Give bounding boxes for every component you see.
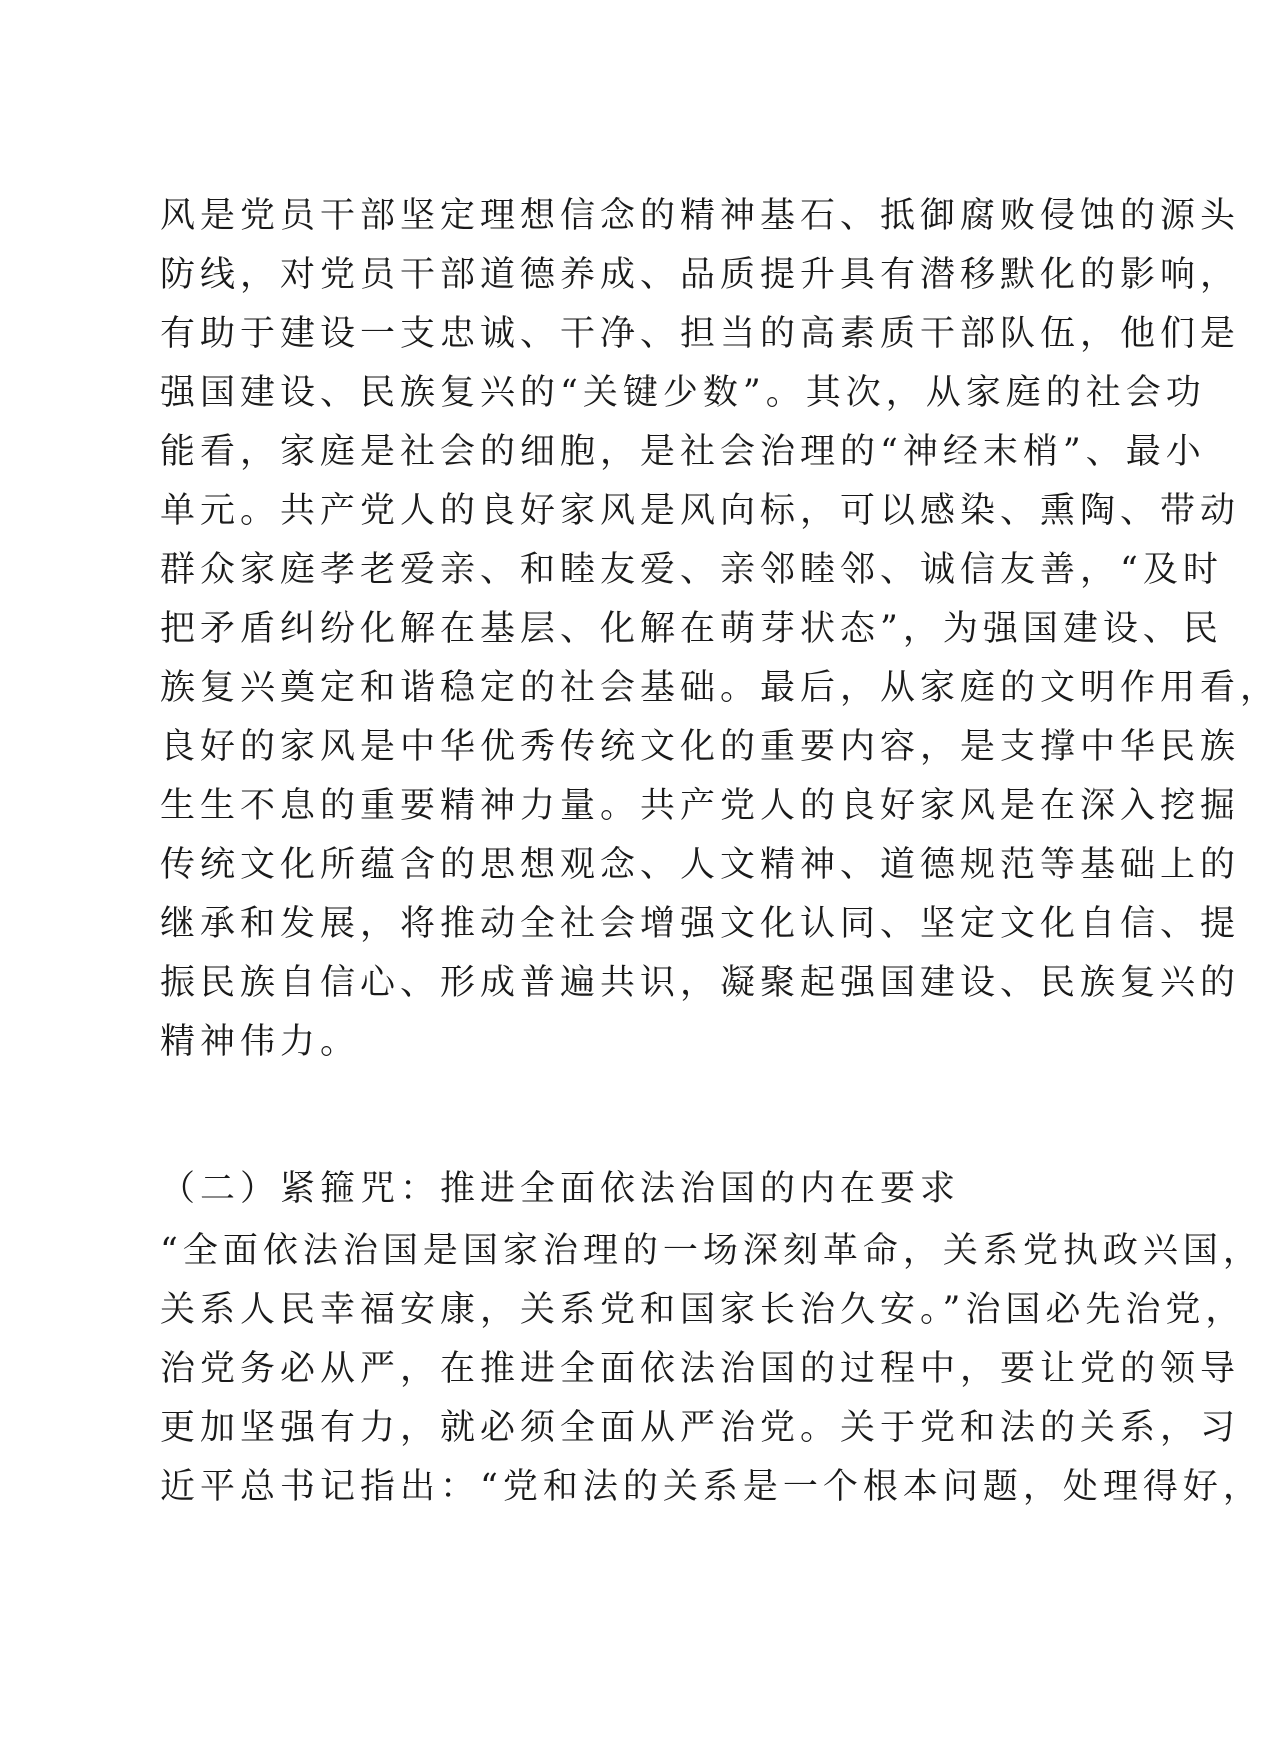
text-line: 良好的家风是中华优秀传统文化的重要内容，是支撑中华民族	[160, 727, 1241, 767]
text-line: 单元。共产党人的良好家风是风向标，可以感染、熏陶、带动	[160, 491, 1241, 531]
text-line: 传统文化所蕴含的思想观念、人文精神、道德规范等基础上的	[160, 845, 1241, 885]
section-heading-text: （二）紧箍咒：推进全面依法治国的内在要求	[160, 1169, 961, 1209]
text-line: 近平总书记指出：“党和法的关系是一个根本问题，处理得好，	[160, 1467, 1263, 1507]
text-line: 有助于建设一支忠诚、干净、担当的高素质干部队伍，他们是	[160, 314, 1241, 354]
text-line: “全面依法治国是国家治理的一场深刻革命，关系党执政兴国，	[160, 1231, 1263, 1271]
text-line: 振民族自信心、形成普遍共识，凝聚起强国建设、民族复兴的	[160, 963, 1241, 1003]
body-paragraph-2	[160, 1222, 1263, 1517]
text-line: 精神伟力。	[160, 1022, 361, 1062]
text-line: 防线，对党员干部道德养成、品质提升具有潜移默化的影响，	[160, 255, 1241, 295]
text-line: 强国建设、民族复兴的“关键少数”。其次，从家庭的社会功	[160, 373, 1206, 413]
text-line: 生生不息的重要精神力量。共产党人的良好家风是在深入挖掘	[160, 786, 1241, 826]
text-line: 能看，家庭是社会的细胞，是社会治理的“神经末梢”、最小	[160, 432, 1206, 472]
section-heading	[160, 1160, 1100, 1219]
text-line: 把矛盾纠纷化解在基层、化解在萌芽状态”，为强国建设、民	[160, 609, 1223, 649]
text-line: 群众家庭孝老爱亲、和睦友爱、亲邻睦邻、诚信友善，“及时	[160, 550, 1223, 590]
text-line: 继承和发展，将推动全社会增强文化认同、坚定文化自信、提	[160, 904, 1241, 944]
text-line: 更加坚强有力，就必须全面从严治党。关于党和法的关系，习	[160, 1408, 1241, 1448]
text-line: 族复兴奠定和谐稳定的社会基础。最后，从家庭的文明作用看，	[160, 668, 1280, 708]
text-line: 治党务必从严，在推进全面依法治国的过程中，要让党的领导	[160, 1349, 1241, 1389]
body-paragraph-1	[160, 187, 1280, 1072]
text-line: 关系人民幸福安康，关系党和国家长治久安。”治国必先治党，	[160, 1290, 1246, 1330]
text-line: 风是党员干部坚定理想信念的精神基石、抵御腐败侵蚀的源头	[160, 196, 1241, 236]
